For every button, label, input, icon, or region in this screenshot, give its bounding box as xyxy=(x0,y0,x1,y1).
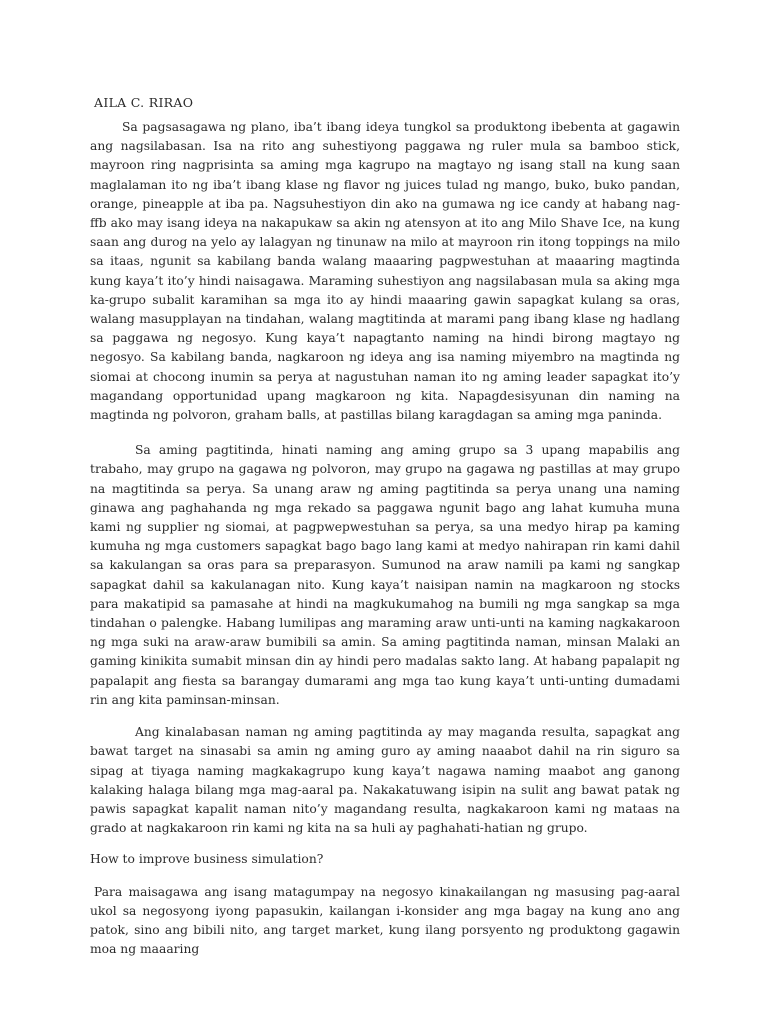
author-name: AILA C. RIRAO xyxy=(94,95,194,110)
paragraph-selling: Sa aming pagtitinda, hinati naming ang aming grupo sa 3 upang mapabilis ang trabaho, may grupo na gagawa ng polvoron, may grupo na gagawa ng pastillas at may grupo na magtitinda sa perya. Sa unang araw ng aming pagtitinda sa perya unang una naming ginawa ang paghahanda ng mga rekado sa paggawa ngunit bago ang lahat kumuha muna kami ng supplier ng siomai, at pagpwepwestuhan sa perya, sa una medyo hirap pa kaming kumuha ng mga customers sapagkat bago bago lang kami at medyo nahirapan rin kami dahil sa kakulangan sa oras para sa preparasyon. Sumunod na araw namili pa kami ng sangkap sapagkat dahil sa kakulanagan nito. Kung kaya’t naisipan namin na magkaroon ng stocks para makatipid sa pamasahe at hindi na magkukumahog na bumili ng mga sangkap sa mga tindahan o palengke. Habang lumilipas ang maraming araw unti-unti na kaming nagkakaroon ng mga suki na araw-araw bumibili sa amin. Sa aming pagtitinda naman, minsan Malaki an gaming kinikita sumabit minsan din ay hindi pero madalas sakto lang. At habang papalapit ng papalapit ang fiesta sa barangay dumarami ang mga tao kung kaya’t unti-unting dumadami rin ang kita paminsan-minsan. xyxy=(90,443,680,707)
section-heading: How to improve business simulation? xyxy=(90,852,324,867)
paragraph-improvement: Para maisagawa ang isang matagumpay na negosyo kinakailangan ng masusing pag-aaral ukol sa negosyong iyong papasukin, kailangan i-konsider ang mga bagay na kung ano ang patok, sino ang bibili nito, ang target market, kung ilang porsyento ng produktong gagawin moa ng maaaring xyxy=(90,884,680,957)
paragraph-planning: Sa pagsasagawa ng plano, iba’t ibang ideya tungkol sa produktong ibebenta at gagawin ang nagsilabasan. Isa na rito ang suhestiyong paggawa ng ruler mula sa bamboo stick, mayroon ring nagprisinta sa aming mga kagrupo na magtayo ng isang stall na kung saan maglalaman ito ng iba’t ibang klase ng flavor ng juices tulad ng mango, buko, buko pandan, orange, pineapple at iba pa. Nagsuhestiyon din ako na gumawa ng ice candy at habang nag-ffb ako may isang ideya na nakapukaw sa akin ng atensyon at ito ang Milo Shave Ice, na kung saan ang durog na yelo ay lalagyan ng tinunaw na milo at mayroon rin itong toppings na milo sa itaas, ngunit sa kabilang banda walang maaaring pagpwestuhan at maaaring magtinda kung kaya’t ito’y hindi naisagawa. Maraming suhestiyon ang nagsilabasan mula sa aking mga ka-grupo subalit karamihan sa mga ito ay hindi maaaring gawin sapagkat kulang sa oras, walang masupplayan na tindahan, walang magtitinda at marami pang ibang klase ng hadlang sa paggawa ng negosyo. Kung kaya’t napagtanto naming na hindi birong magtayo ng negosyo. Sa kabilang banda, nagkaroon ng ideya ang isa naming miyembro na magtinda ng siomai at chocong inumin sa perya at nagustuhan naman ito ng aming leader sapagkat ito’y magandang opportunidad upang magkaroon ng kita. Napagdesisyunan din naming na magtinda ng polvoron, graham balls, at pastillas bilang karagdagan sa aming mga paninda. xyxy=(90,120,680,423)
paragraph-results: Ang kinalabasan naman ng aming pagtitinda ay may maganda resulta, sapagkat ang bawat target na sinasabi sa amin ng aming guro ay aming naaabot dahil na rin siguro sa sipag at tiyaga naming magkakagrupo kung kaya’t nagawa naming maabot ang ganong kalaking halaga bilang mga mag-aaral pa. Nakakatuwang isipin na sulit ang bawat patak ng pawis sapagkat kapalit naman nito’y magandang resulta, nagkakaroon kami ng mataas na grado at nagkakaroon rin kami ng kita na sa huli ay paghahati-hatian ng grupo. xyxy=(90,725,680,836)
